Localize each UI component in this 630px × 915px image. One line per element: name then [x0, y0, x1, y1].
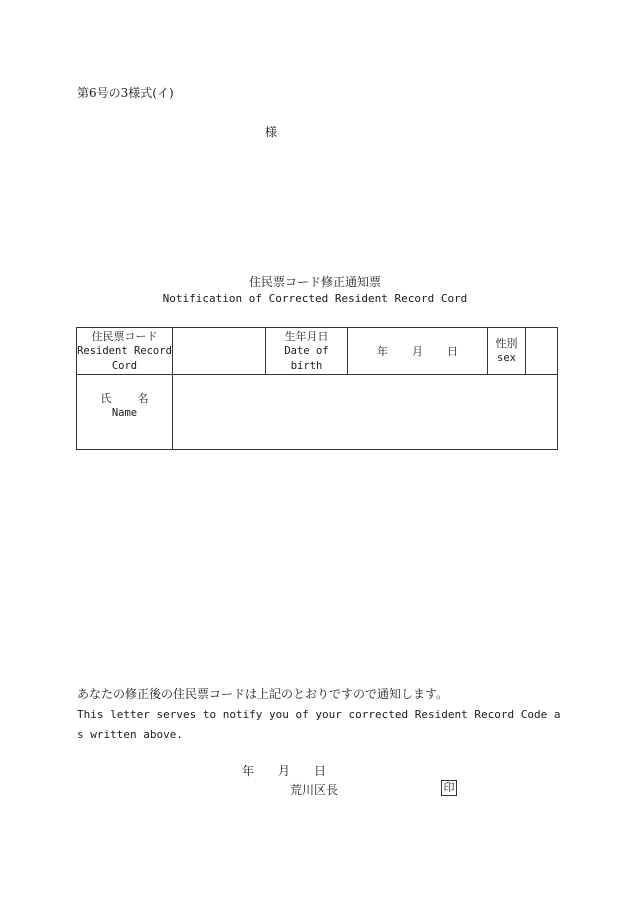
resident-code-label-en: Resident Record Cord — [77, 344, 172, 372]
dob-value — [348, 328, 488, 375]
name-label-cell — [77, 375, 173, 450]
issue-date — [242, 762, 350, 779]
name-label-jp-2: 名 — [137, 392, 149, 405]
name-label-jp-1: 氏 — [100, 392, 112, 405]
issue-date-month: 月 — [278, 764, 291, 778]
sex-label-jp: 性別 — [495, 337, 518, 350]
seal-mark: 印 — [441, 780, 457, 796]
dob-month-label: 月 — [412, 344, 423, 358]
notice-text-jp: あなたの修正後の住民票コードは上記のとおりですので通知します。 — [77, 687, 449, 701]
resident-info-table — [76, 327, 558, 450]
dob-day-label: 日 — [447, 344, 458, 358]
resident-code-label-jp: 住民票コード — [91, 329, 158, 343]
dob-label-jp: 生年月日 — [284, 329, 329, 343]
document-title-en: Notification of Corrected Resident Record Cord — [162, 292, 468, 305]
notice-text-en: This letter serves to notify you of your corrected Resident Record Code as written above. — [77, 708, 561, 741]
addressee-suffix: 様 — [265, 125, 278, 139]
dob-label-cell — [266, 328, 348, 375]
document-title-jp: 住民票コード修正通知票 — [248, 275, 381, 289]
sex-value — [526, 328, 558, 375]
issuer-title: 荒川区長 — [290, 783, 339, 797]
issue-date-day: 日 — [314, 764, 327, 778]
dob-label-en: Date of birth — [284, 344, 329, 372]
dob-year-label: 年 — [377, 344, 388, 358]
name-value — [173, 375, 558, 450]
issue-date-year: 年 — [242, 764, 255, 778]
sex-label-en: sex — [497, 352, 516, 364]
sex-label-cell — [488, 328, 526, 375]
resident-code-label-cell — [77, 328, 173, 375]
resident-code-value — [173, 328, 266, 375]
form-number: 第6号の3様式(イ) — [77, 86, 174, 100]
name-label-jp — [77, 391, 172, 406]
name-label-en: Name — [111, 407, 138, 419]
